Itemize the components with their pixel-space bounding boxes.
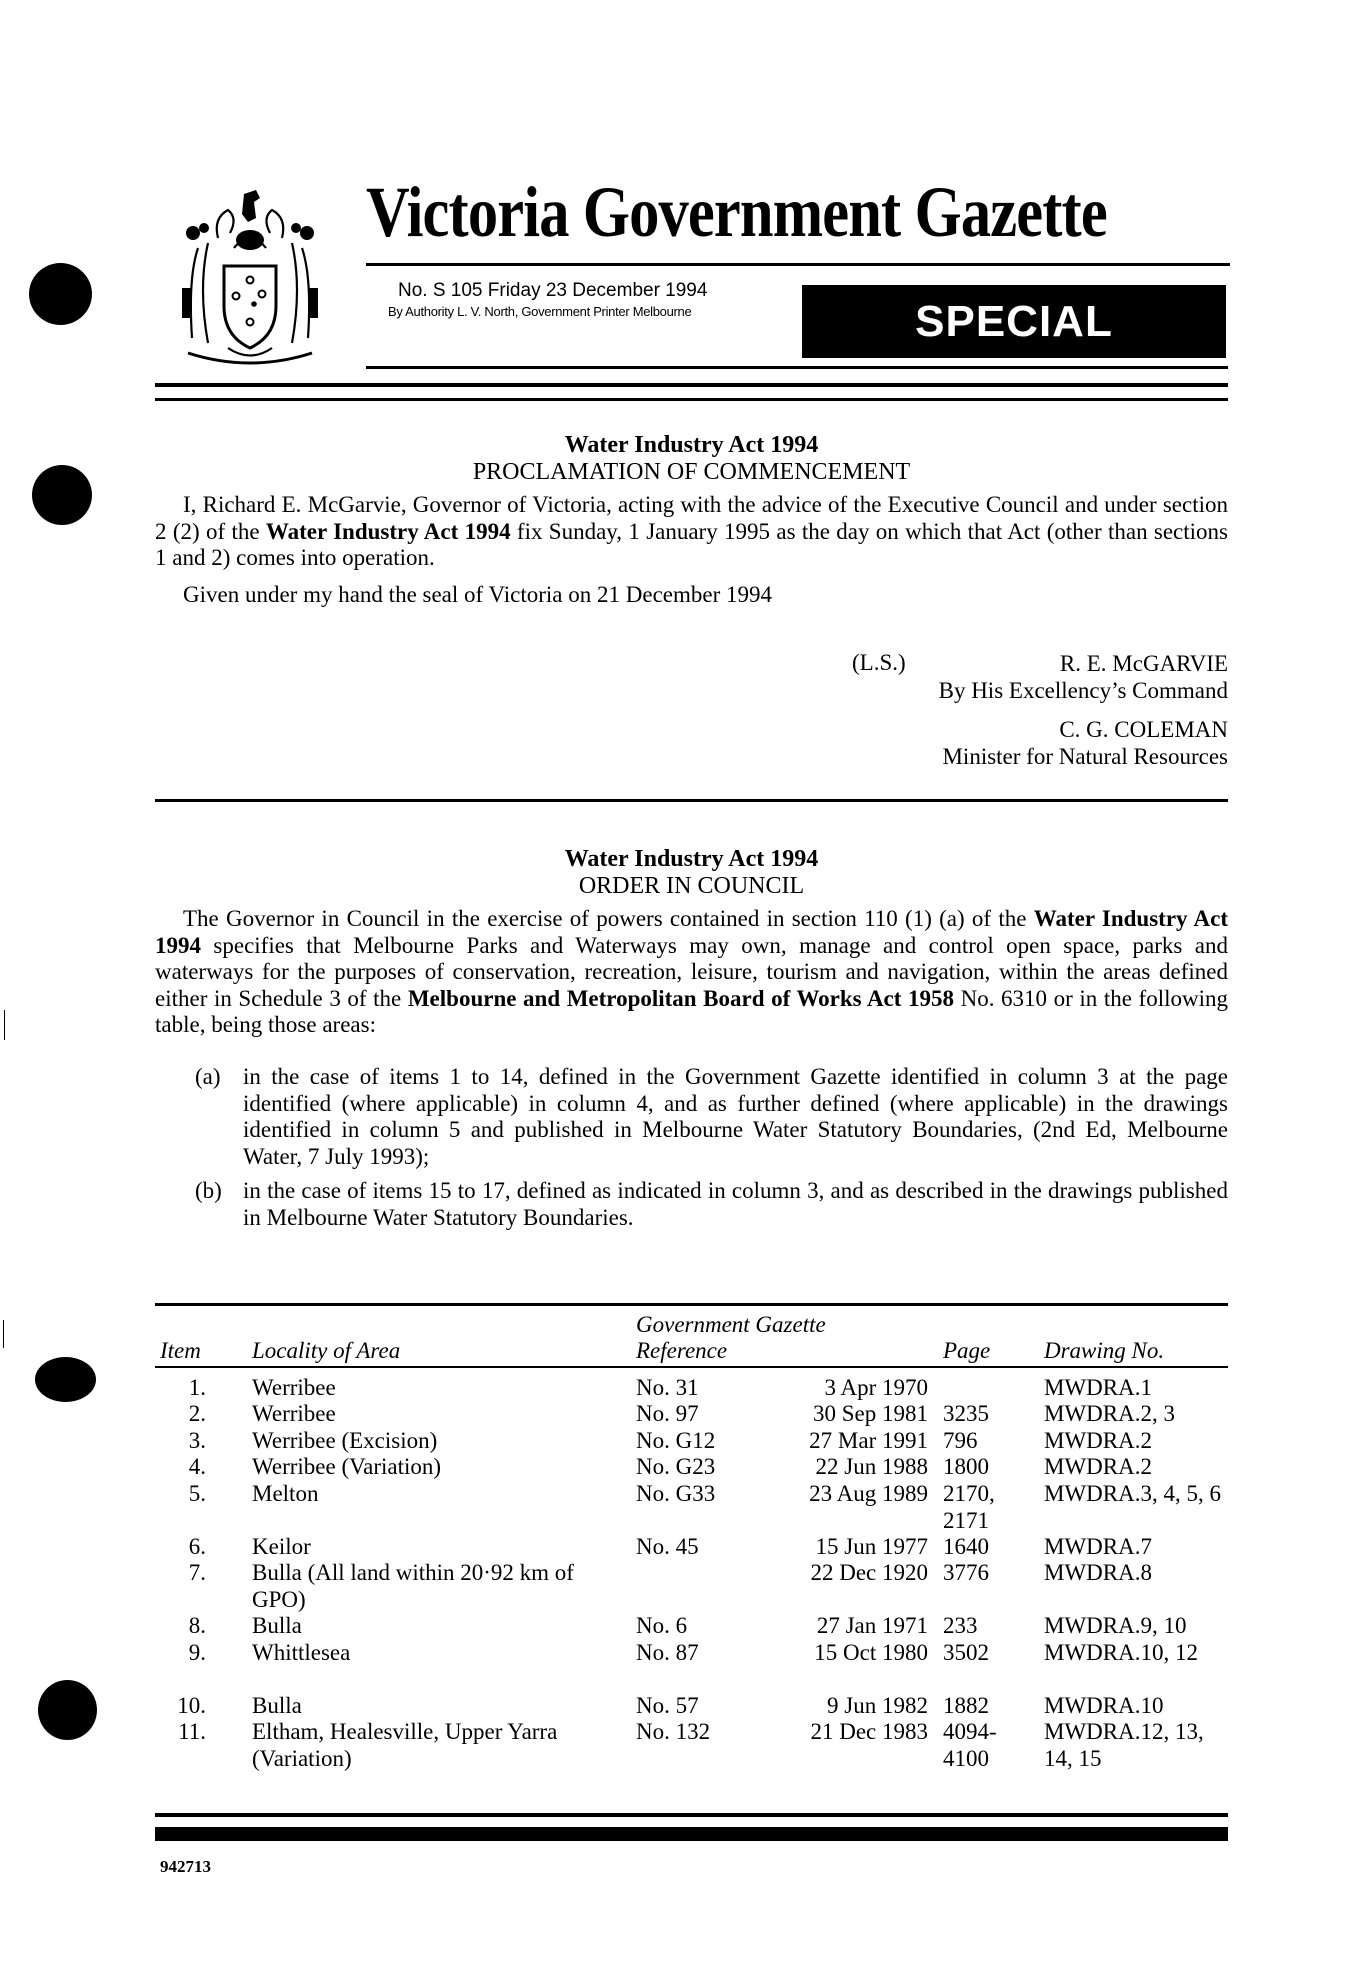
header-item: Item xyxy=(160,1338,201,1363)
proclamation-title: PROCLAMATION OF COMMENCEMENT xyxy=(472,459,911,485)
item-text: in the case of items 15 to 17, defined as indicated in column 3, and as described in the drawings published in Melbourne Water Statutory Boundaries. xyxy=(243,1178,1228,1230)
punch-hole xyxy=(38,1680,97,1740)
table-cell-item: 3. xyxy=(188,1428,206,1453)
order-title: ORDER IN COUNCIL xyxy=(578,873,805,899)
order-heading xyxy=(155,846,1228,900)
special-label: SPECIAL xyxy=(915,296,1113,346)
header-drawing: Drawing No. xyxy=(1044,1338,1165,1363)
table-cell-ref: No. G33 xyxy=(636,1481,716,1506)
order-paragraph: The Governor in Council in the exercise of powers contained in section 110 (1) (a) of the Water Industry Act 1994 specifies that Melbourne Parks and Waterways may own, manage and control open space, parks and waterways for the purposes of conservation, recreation, leisure, tourism and navigation, within the areas defined either in Schedule 3 of the Melbourne and Metropolitan Board of Works Act 1958 No. 6310 or in the following table, being those areas: xyxy=(155,906,1229,1037)
table-cell-date: 27 Mar 1991 xyxy=(809,1428,928,1453)
table-cell-date: 3 Apr 1970 xyxy=(824,1375,928,1400)
table-cell-item: 8. xyxy=(188,1613,206,1638)
table-cell-loc: Bulla (All land within 20·92 km of GPO) xyxy=(252,1560,574,1612)
table-cell-item: 10. xyxy=(177,1693,206,1718)
punch-hole xyxy=(32,465,92,525)
header-reference: Reference xyxy=(636,1338,728,1363)
masthead-rule xyxy=(366,366,1228,369)
punch-hole xyxy=(29,263,92,325)
table-cell-draw: MWDRA.10 xyxy=(1044,1693,1164,1718)
table-cell-draw: MWDRA.9, 10 xyxy=(1044,1613,1187,1638)
coat-of-arms-icon xyxy=(168,188,332,368)
printer-authority: By Authority L. V. North, Government Printer Melbourne xyxy=(388,304,692,319)
issue-number-date: No. S 105 Friday 23 December 1994 xyxy=(398,280,708,301)
table-cell-ref: No. 45 xyxy=(636,1534,699,1559)
gazette-title: Victoria Government Gazette xyxy=(366,172,1107,252)
item-label: (b) xyxy=(195,1178,222,1203)
special-edition-badge xyxy=(802,285,1226,358)
table-cell-date: 30 Sep 1981 xyxy=(813,1401,928,1426)
footer-rule xyxy=(155,1827,1228,1841)
given-under-hand: Given under my hand the seal of Victoria on 21 December 1994 xyxy=(183,581,772,607)
table-cell-loc: Werribee (Excision) xyxy=(252,1428,438,1453)
table-cell-loc: Werribee xyxy=(252,1401,336,1426)
table-cell-item: 9. xyxy=(188,1640,206,1665)
minister-title: Minister for Natural Resources xyxy=(942,744,1228,769)
table-cell-page: 4094-4100 xyxy=(943,1719,997,1771)
proclamation-body xyxy=(155,492,1228,608)
table-cell-draw: MWDRA.3, 4, 5, 6 xyxy=(1044,1481,1221,1506)
masthead-rule xyxy=(366,263,1230,266)
table-cell-date: 22 Dec 1920 xyxy=(810,1560,928,1585)
item-label: (a) xyxy=(195,1064,221,1089)
table-cell-date: 22 Jun 1988 xyxy=(815,1454,928,1479)
proclamation-act-title: Water Industry Act 1994 xyxy=(564,432,819,458)
table-cell-draw: MWDRA.2, 3 xyxy=(1044,1401,1175,1426)
table-cell-ref: No. 132 xyxy=(636,1719,711,1744)
punch-hole xyxy=(35,1357,96,1402)
table-cell-loc: Melton xyxy=(252,1481,319,1506)
order-act-title: Water Industry Act 1994 xyxy=(564,846,819,872)
table-cell-page: 2170, 2171 xyxy=(943,1481,995,1533)
table-cell-page: 1640 xyxy=(943,1534,989,1559)
table-cell-item: 5. xyxy=(188,1481,206,1506)
table-cell-loc: Eltham, Healesville, Upper Yarra (Variation) xyxy=(252,1719,558,1771)
table-cell-loc: Werribee xyxy=(252,1375,336,1400)
header-gazette: Government Gazette xyxy=(636,1312,826,1337)
table-cell-date: 15 Oct 1980 xyxy=(814,1640,928,1665)
table-top-rule xyxy=(155,1303,1228,1306)
header-locality: Locality of Area xyxy=(252,1338,401,1363)
document-number: 942713 xyxy=(160,1857,211,1876)
table-cell-ref: No. 87 xyxy=(636,1640,699,1665)
footer-rule xyxy=(155,1813,1228,1817)
table-header-rule xyxy=(155,1366,1228,1368)
table-cell-page: 3235 xyxy=(943,1401,989,1426)
table-cell-loc: Bulla xyxy=(252,1693,302,1718)
item-text: in the case of items 1 to 14, defined in the Government Gazette identified in column 3 at the page identified (where applicable) in column 4, and as further defined (where applicable) in the drawings identified in column 5 and published in Melbourne Water Statutory Boundaries, (2nd Ed, Melbourne Water, 7 July 1993); xyxy=(243,1064,1228,1169)
table-cell-page: 3776 xyxy=(943,1560,989,1585)
minister-name: C. G. COLEMAN xyxy=(1059,717,1228,742)
governor-signature: R. E. McGARVIE xyxy=(1059,651,1228,676)
table-cell-item: 7. xyxy=(188,1560,206,1585)
table-cell-date: 9 Jun 1982 xyxy=(827,1693,928,1718)
proclamation-heading xyxy=(155,432,1228,486)
table-cell-item: 11. xyxy=(178,1719,206,1744)
table-cell-date: 27 Jan 1971 xyxy=(816,1613,928,1638)
table-cell-ref: No. 97 xyxy=(636,1401,699,1426)
table-cell-ref: No. 57 xyxy=(636,1693,699,1718)
table-cell-page: 3502 xyxy=(943,1640,989,1665)
table-cell-item: 1. xyxy=(188,1375,206,1400)
table-cell-ref: No. G12 xyxy=(636,1428,716,1453)
scan-mark xyxy=(4,1010,5,1040)
table-cell-draw: MWDRA.12, 13, 14, 15 xyxy=(1044,1719,1204,1771)
table-cell-ref: No. 6 xyxy=(636,1613,688,1638)
masthead-rule xyxy=(155,383,1228,387)
table-cell-page: 796 xyxy=(943,1428,978,1453)
header-page: Page xyxy=(943,1338,991,1363)
seal-mark: (L.S.) xyxy=(852,650,906,675)
table-cell-ref: No. 31 xyxy=(636,1375,699,1400)
proclamation-paragraph: I, Richard E. McGarvie, Governor of Victoria, acting with the advice of the Executive Council and under section 2 (2) of the Water Industry Act 1994 fix Sunday, 1 January 1995 as the day on which that Act (other than sections 1 and 2) comes into operation. xyxy=(155,492,1228,570)
table-cell-loc: Werribee (Variation) xyxy=(252,1454,442,1479)
scan-mark xyxy=(3,1320,4,1348)
table-cell-draw: MWDRA.8 xyxy=(1044,1560,1152,1585)
table-cell-draw: MWDRA.2 xyxy=(1044,1454,1152,1479)
table-cell-draw: MWDRA.1 xyxy=(1044,1375,1152,1400)
order-item-b xyxy=(195,1178,1228,1231)
table-cell-date: 15 Jun 1977 xyxy=(815,1534,928,1559)
order-body xyxy=(155,906,1228,1039)
table-cell-date: 23 Aug 1989 xyxy=(809,1481,928,1506)
table-cell-ref: No. G23 xyxy=(636,1454,716,1479)
table-cell-draw: MWDRA.2 xyxy=(1044,1428,1152,1453)
table-cell-draw: MWDRA.7 xyxy=(1044,1534,1152,1559)
excellency-command: By His Excellency’s Command xyxy=(938,678,1228,703)
table-cell-loc: Whittlesea xyxy=(252,1640,351,1665)
masthead-rule xyxy=(155,398,1228,401)
table-cell-page: 1882 xyxy=(943,1693,989,1718)
section-divider xyxy=(155,799,1228,802)
table-cell-item: 4. xyxy=(188,1454,206,1479)
table-cell-loc: Keilor xyxy=(252,1534,311,1559)
table-cell-page: 233 xyxy=(943,1613,978,1638)
table-cell-item: 2. xyxy=(188,1401,206,1426)
order-item-a xyxy=(195,1064,1228,1170)
table-cell-loc: Bulla xyxy=(252,1613,302,1638)
table-cell-draw: MWDRA.10, 12 xyxy=(1044,1640,1198,1665)
table-cell-item: 6. xyxy=(188,1534,206,1559)
table-cell-date: 21 Dec 1983 xyxy=(810,1719,928,1744)
table-cell-page: 1800 xyxy=(943,1454,989,1479)
